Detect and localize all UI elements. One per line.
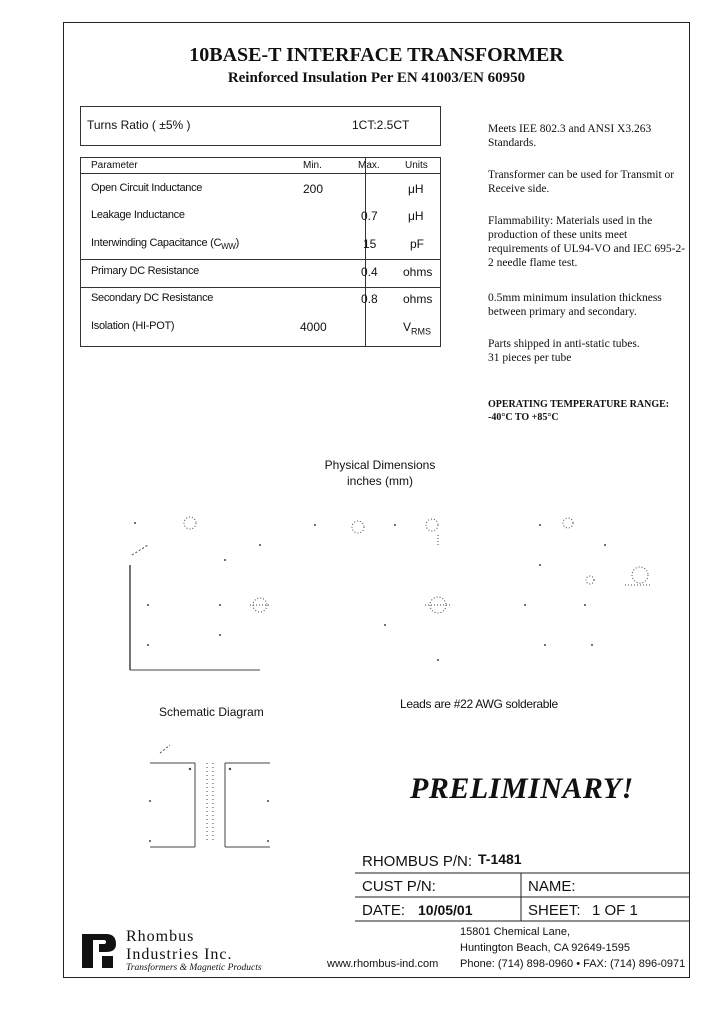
note-flammability: Flammability: Materials used in the production of these units meet requirements of UL94-VO and IEC 695-2-2 needle flame test. — [488, 215, 686, 269]
table-row-min: 200 — [303, 182, 324, 196]
table-row-max: 15 — [363, 237, 377, 251]
table-row-max: 0.4 — [361, 265, 378, 279]
title-block-lines — [355, 846, 690, 926]
address-line-1: 15801 Chemical Lane, — [460, 926, 571, 938]
date-label: DATE: — [362, 902, 406, 919]
name-label: NAME: — [528, 878, 576, 895]
table-row-parameter: Isolation (HI-POT) — [91, 320, 175, 332]
table-row-units: ohms — [403, 265, 433, 279]
table-header-min: Min. — [303, 160, 322, 171]
table-row-parameter: Interwinding Capacitance $(C_{WW})$ — [91, 237, 239, 252]
table-row-units: $V_{RMS}$ — [403, 320, 432, 337]
schematic-title: Schematic Diagram — [159, 705, 264, 719]
table-row-max: 0.7 — [361, 209, 378, 223]
table-row-units: μH — [408, 182, 424, 196]
address-line-2: Huntington Beach, CA 92649-1595 — [460, 942, 631, 954]
temperature-range: -40°C TO +85°C — [488, 412, 559, 423]
company-website-link[interactable]: www.rhombus-ind.com — [327, 958, 439, 970]
temperature-label: OPERATING TEMPERATURE RANGE: — [488, 399, 670, 410]
company-tagline: Transformers & Magnetic Products — [126, 963, 262, 973]
dimension-drawing-middle — [352, 519, 450, 613]
turns-ratio-label: Turns Ratio ( ±5% ) — [87, 118, 191, 132]
dimension-drawing-left — [130, 517, 270, 670]
sheet-label: SHEET: — [528, 902, 581, 919]
company-name: Rhombus Industries Inc. — [126, 928, 233, 963]
preliminary-stamp: PRELIMINARY! — [410, 772, 634, 805]
spec-table — [80, 157, 441, 347]
note-insulation: 0.5mm minimum insulation thickness between primary and secondary. — [488, 292, 662, 318]
rhombus-logo-icon — [80, 930, 120, 970]
sheet-value: 1 OF 1 — [592, 902, 638, 919]
dimension-drawing-right — [563, 518, 650, 585]
dimensions-title: Physical Dimensions inches (mm) — [324, 458, 436, 488]
table-row-max: 0.8 — [361, 292, 378, 306]
table-header-max: Max. — [358, 160, 380, 171]
schematic-diagram — [140, 735, 280, 860]
note-packaging-count: 31 pieces per tube — [488, 352, 572, 364]
table-row-parameter: Leakage Inductance — [91, 209, 185, 221]
table-row-units: ohms — [403, 292, 433, 306]
table-row-units: μH — [408, 209, 424, 223]
table-row-units: pF — [410, 237, 425, 251]
table-row-parameter: Secondary DC Resistance — [91, 292, 214, 304]
document-subtitle: Reinforced Insulation Per EN 41003/EN 60950 — [227, 70, 526, 86]
table-row-parameter: Open Circuit Inductance — [91, 182, 203, 194]
note-transmit: Transformer can be used for Transmit or Receive side. — [488, 169, 675, 195]
leads-note: Leads are #22 AWG solderable — [400, 697, 558, 711]
note-standards: Meets IEE 802.3 and ANSI X3.263 Standards. — [488, 123, 652, 149]
table-row-min: 4000 — [300, 320, 327, 334]
cust-pn-label: CUST P/N: — [362, 878, 436, 895]
document-title: 10BASE-T INTERFACE TRANSFORMER — [189, 44, 564, 66]
turns-ratio-value: 1CT:2.5CT — [352, 118, 410, 132]
table-row-parameter: Primary DC Resistance — [91, 265, 200, 277]
phone-fax: Phone: (714) 898-0960 • FAX: (714) 896-0971 — [460, 958, 686, 970]
note-packaging-tubes: Parts shipped in anti-static tubes. — [488, 338, 640, 350]
table-header-units: Units — [405, 160, 428, 171]
table-header-parameter: Parameter — [91, 160, 138, 171]
rhombus-pn-value: T-1481 — [478, 851, 522, 867]
dimension-drawings — [120, 505, 680, 685]
rhombus-pn-label: RHOMBUS P/N: — [362, 853, 473, 870]
date-value: 10/05/01 — [418, 902, 473, 918]
